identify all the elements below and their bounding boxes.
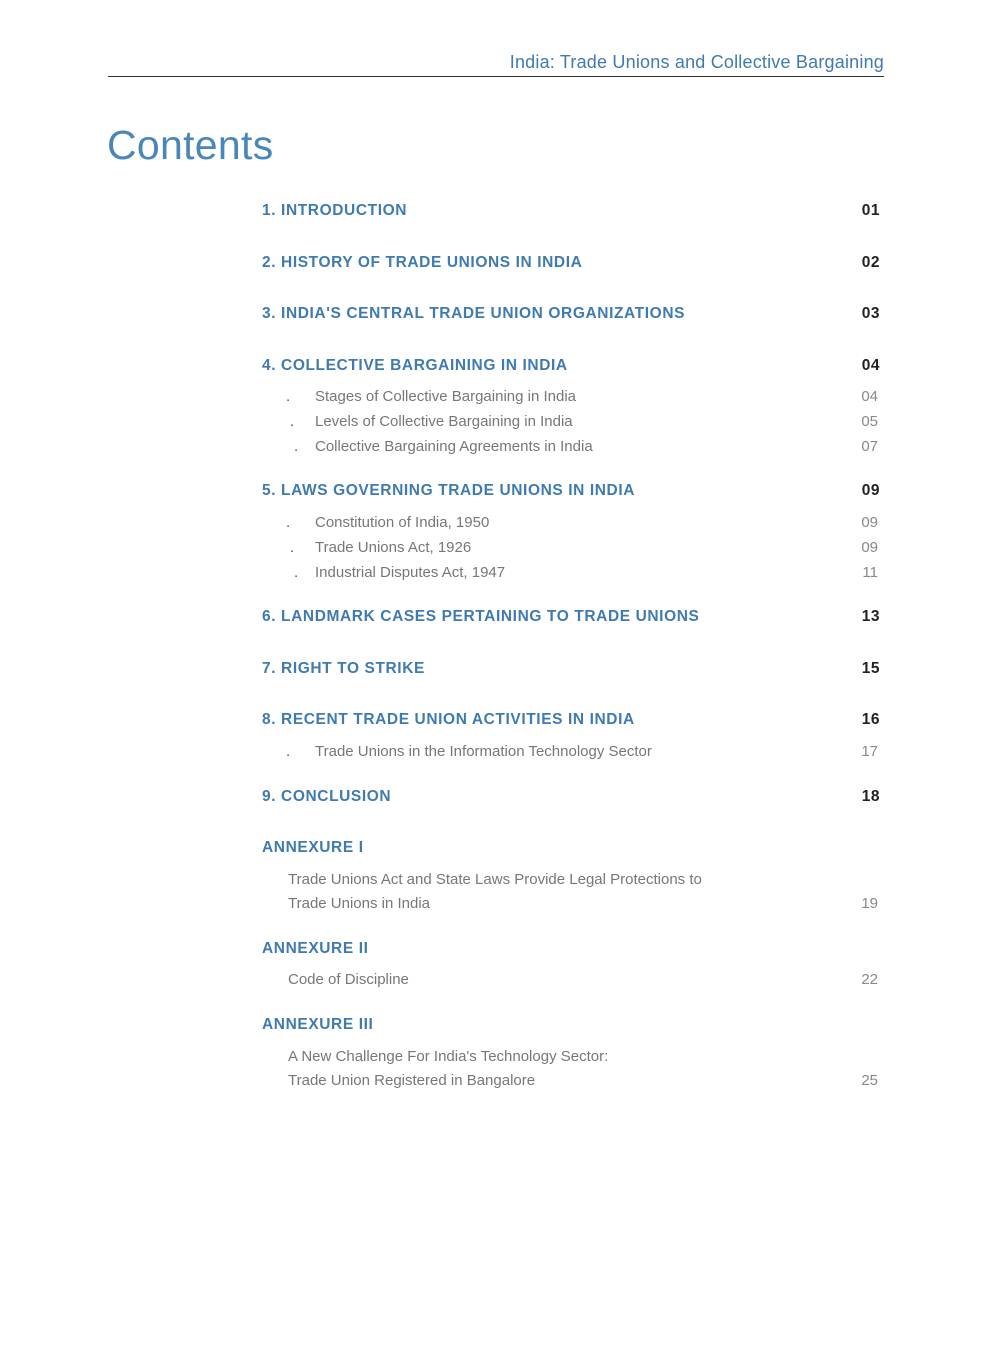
toc-entry-page: 09 — [861, 482, 880, 499]
bullet-marker: . — [294, 564, 299, 581]
toc-subentry-title: Trade Unions in the Information Technology Sector — [315, 743, 652, 760]
bullet-marker: . — [286, 743, 291, 760]
toc-entry-conclusion[interactable] — [262, 788, 880, 810]
toc-subentry[interactable] — [262, 743, 880, 765]
toc-annexure-3-heading[interactable] — [262, 1016, 880, 1038]
toc-subentry-page: 17 — [861, 743, 878, 760]
toc-subentry-page: 09 — [861, 514, 878, 531]
toc-annexure-page: 25 — [861, 1072, 878, 1089]
toc-entry-page: 13 — [861, 608, 880, 625]
toc-entry-page: 01 — [861, 202, 880, 219]
toc-annexure-1-line-1[interactable] — [262, 871, 880, 893]
toc-entry-page: 18 — [861, 788, 880, 805]
toc-annexure-page: 22 — [861, 971, 878, 988]
table-of-contents — [262, 0, 880, 1358]
bullet-marker: . — [294, 438, 299, 455]
toc-subentry-page: 04 — [861, 388, 878, 405]
toc-entry-title: 8. RECENT TRADE UNION ACTIVITIES IN INDIA — [262, 711, 635, 728]
toc-annexure-3-line-1[interactable] — [262, 1048, 880, 1070]
toc-subentry[interactable] — [262, 438, 880, 460]
toc-subentry[interactable] — [262, 539, 880, 561]
toc-subentry-title: Constitution of India, 1950 — [315, 514, 490, 531]
toc-annexure-text: Code of Discipline — [288, 971, 409, 988]
toc-annexure-text: A New Challenge For India's Technology Sector: — [288, 1048, 609, 1065]
toc-subentry[interactable] — [262, 413, 880, 435]
bullet-marker: . — [290, 413, 295, 430]
toc-annexure-3-line-2[interactable] — [262, 1072, 880, 1094]
toc-entry-landmark-cases[interactable] — [262, 608, 880, 630]
toc-annexure-text: Trade Union Registered in Bangalore — [288, 1072, 536, 1089]
toc-subentry-title: Stages of Collective Bargaining in India — [315, 388, 576, 405]
toc-entry-title: 6. LANDMARK CASES PERTAINING TO TRADE UNIONS — [262, 608, 700, 625]
toc-subentry-page: 11 — [862, 564, 878, 581]
toc-entry-collective-bargaining[interactable] — [262, 357, 880, 379]
toc-annexure-2-heading[interactable] — [262, 940, 880, 962]
toc-subentry-page: 05 — [861, 413, 878, 430]
toc-entry-title: 4. COLLECTIVE BARGAINING IN INDIA — [262, 357, 568, 374]
toc-entry-central-organizations[interactable] — [262, 305, 880, 327]
toc-annexure-title: ANNEXURE II — [262, 940, 369, 957]
toc-subentry-page: 07 — [861, 438, 878, 455]
toc-annexure-text: Trade Unions in India — [288, 895, 431, 912]
toc-entry-title: 2. HISTORY OF TRADE UNIONS IN INDIA — [262, 254, 583, 271]
toc-entry-introduction[interactable] — [262, 202, 880, 224]
toc-subentry-title: Trade Unions Act, 1926 — [315, 539, 472, 556]
running-header-title: India: Trade Unions and Collective Bargaining — [509, 52, 884, 72]
toc-entry-right-to-strike[interactable] — [262, 660, 880, 682]
page-title: Contents — [107, 122, 274, 168]
toc-subentry-title: Collective Bargaining Agreements in India — [315, 438, 593, 455]
toc-entry-title: 7. RIGHT TO STRIKE — [262, 660, 425, 677]
toc-entry-title: 3. INDIA'S CENTRAL TRADE UNION ORGANIZATIONS — [262, 305, 686, 322]
toc-entry-laws[interactable] — [262, 482, 880, 504]
bullet-marker: . — [290, 539, 295, 556]
toc-entry-page: 04 — [861, 357, 880, 374]
bullet-marker: . — [286, 388, 291, 405]
toc-entry-recent-activities[interactable] — [262, 711, 880, 733]
toc-subentry[interactable] — [262, 564, 880, 586]
toc-entry-title: 9. CONCLUSION — [262, 788, 392, 805]
toc-annexure-1-line-2[interactable] — [262, 895, 880, 917]
toc-annexure-1-heading[interactable] — [262, 839, 880, 861]
bullet-marker: . — [286, 514, 291, 531]
toc-annexure-title: ANNEXURE III — [262, 1016, 374, 1033]
toc-entry-page: 02 — [861, 254, 880, 271]
toc-annexure-title: ANNEXURE I — [262, 839, 364, 856]
toc-subentry-title: Industrial Disputes Act, 1947 — [315, 564, 506, 581]
toc-entry-history[interactable] — [262, 254, 880, 276]
toc-subentry-page: 09 — [861, 539, 878, 556]
toc-annexure-text: Trade Unions Act and State Laws Provide Legal Protections to — [288, 871, 702, 888]
toc-entry-title: 5. LAWS GOVERNING TRADE UNIONS IN INDIA — [262, 482, 636, 499]
toc-entry-page: 15 — [861, 660, 880, 677]
toc-entry-title: 1. INTRODUCTION — [262, 202, 408, 219]
toc-annexure-page: 19 — [861, 895, 878, 912]
toc-entry-page: 03 — [861, 305, 880, 322]
toc-subentry-title: Levels of Collective Bargaining in India — [315, 413, 573, 430]
toc-subentry[interactable] — [262, 388, 880, 410]
toc-subentry[interactable] — [262, 514, 880, 536]
toc-annexure-2-line-1[interactable] — [262, 971, 880, 993]
toc-entry-page: 16 — [861, 711, 880, 728]
